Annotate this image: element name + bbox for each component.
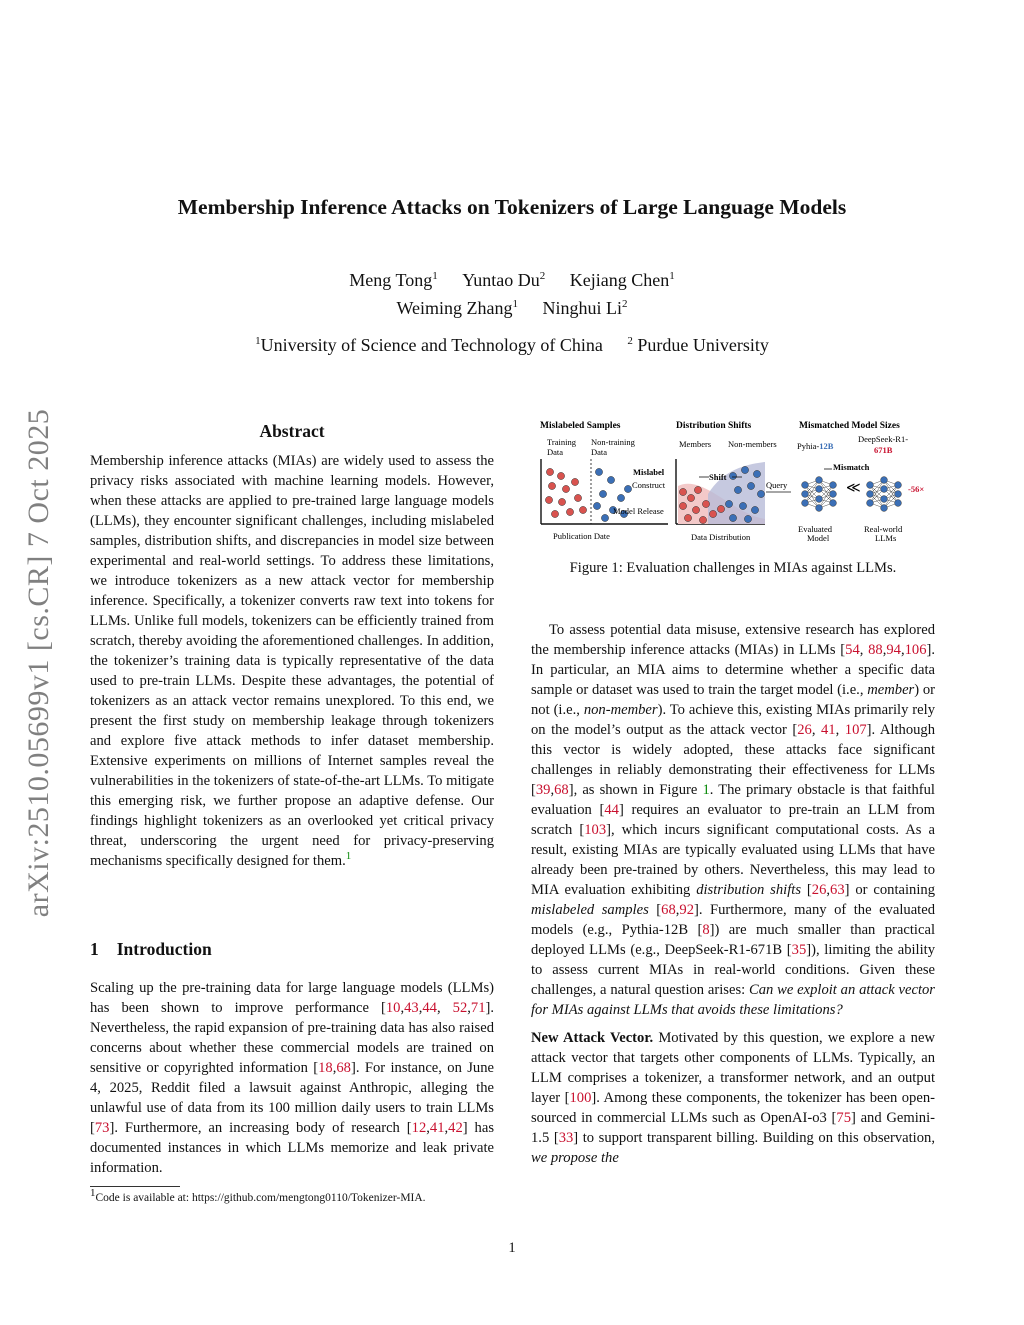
svg-text:DeepSeek-R1-: DeepSeek-R1- bbox=[858, 434, 909, 444]
network-node bbox=[881, 496, 888, 503]
citation[interactable]: 52 bbox=[452, 1000, 468, 1016]
svg-text:671B: 671B bbox=[874, 445, 893, 455]
network-node bbox=[895, 491, 902, 498]
non-member-point bbox=[729, 514, 736, 521]
author: Weiming Zhang$^1$ bbox=[396, 298, 519, 318]
text-run: , bbox=[467, 1000, 471, 1016]
affiliation-list bbox=[0, 335, 1024, 356]
citation[interactable]: 44 bbox=[422, 1000, 437, 1016]
much-less-than: ≪ bbox=[846, 481, 861, 496]
svg-text:Non-training: Non-training bbox=[591, 437, 635, 447]
citation[interactable]: 73 bbox=[94, 1120, 110, 1136]
citation[interactable]: 54 bbox=[845, 642, 860, 658]
network-node bbox=[816, 496, 823, 503]
citation[interactable]: 68 bbox=[554, 782, 569, 798]
network-node bbox=[867, 491, 874, 498]
network-node bbox=[830, 500, 837, 507]
non-training-point bbox=[607, 476, 614, 483]
text-run: ] to support transparent billing. Building on this observation, bbox=[573, 1130, 935, 1146]
text-run: , bbox=[426, 1120, 430, 1136]
member-point bbox=[679, 502, 686, 509]
network-node bbox=[816, 486, 823, 493]
citation[interactable]: 39 bbox=[535, 782, 551, 798]
emphasis: non-member bbox=[583, 702, 658, 718]
training-point bbox=[571, 478, 578, 485]
text-run: , bbox=[859, 642, 869, 658]
citation[interactable]: 107 bbox=[844, 722, 867, 738]
text-run: ]), limiting the ability to assess current MIAs in real-world conditions. Given these challenges, a natural question arises: bbox=[531, 942, 936, 998]
citation[interactable]: 63 bbox=[830, 882, 845, 898]
figure-caption: Figure 1: Evaluation challenges in MIAs against LLMs. bbox=[569, 560, 897, 576]
non-member-point bbox=[744, 515, 751, 522]
network-node bbox=[802, 500, 809, 507]
citation[interactable]: 100 bbox=[569, 1090, 592, 1106]
non-member-point bbox=[741, 466, 748, 473]
footnote-ref[interactable]: 1 bbox=[345, 850, 352, 863]
page-number: 1 bbox=[508, 1240, 516, 1256]
abstract-body bbox=[90, 451, 494, 871]
member-point bbox=[717, 505, 724, 512]
member-point bbox=[694, 486, 701, 493]
member-point bbox=[709, 510, 716, 517]
network-node bbox=[881, 477, 888, 484]
arxiv-id: arXiv:2510.05699v1 [cs.CR] 7 Oct 2025 bbox=[22, 408, 56, 918]
svg-text:Pyhia-12B: Pyhia-12B bbox=[797, 441, 834, 451]
text-run: , bbox=[418, 1000, 423, 1016]
right-paragraph-1 bbox=[531, 620, 935, 1020]
text-run: ], as shown in Figure bbox=[568, 782, 703, 798]
text-run: , bbox=[675, 902, 680, 918]
real-world-llm-network bbox=[867, 477, 902, 512]
text-run: [ bbox=[648, 902, 662, 918]
evaluated-model-network bbox=[802, 477, 837, 512]
citation[interactable]: 18 bbox=[318, 1060, 333, 1076]
text-run: ]. Furthermore, many of the evaluated models (e.g., Pythia-12B [ bbox=[531, 902, 935, 938]
member-point bbox=[687, 494, 694, 501]
training-points bbox=[545, 468, 586, 517]
citation[interactable]: 44 bbox=[604, 802, 619, 818]
non-training-point bbox=[593, 502, 600, 509]
figure-1 bbox=[533, 414, 937, 549]
non-member-point bbox=[747, 482, 754, 489]
arxiv-stamp bbox=[14, 380, 64, 946]
non-member-point bbox=[757, 490, 764, 497]
citation[interactable]: 42 bbox=[448, 1120, 463, 1136]
citation[interactable]: 43 bbox=[404, 1000, 419, 1016]
emphasis: distribution shifts bbox=[696, 882, 802, 898]
svg-text:Model Release: Model Release bbox=[613, 506, 664, 516]
text-run: ] and Gemini-1.5 [ bbox=[531, 1110, 935, 1146]
citation[interactable]: 68 bbox=[661, 902, 676, 918]
network-node bbox=[895, 482, 902, 489]
network-node bbox=[867, 500, 874, 507]
citation[interactable]: 103 bbox=[584, 822, 607, 838]
svg-text:Query: Query bbox=[766, 480, 788, 490]
non-member-point bbox=[753, 470, 760, 477]
svg-text:Publication Date: Publication Date bbox=[553, 531, 610, 541]
citation[interactable]: 41 bbox=[821, 722, 836, 738]
text-run: , bbox=[550, 782, 555, 798]
text-run: Motivated by this question, we explore a new attack vector that targets other components of LLMs. Typically, an LLM comprises a tokenizer, a transformer network, and an output layer [ bbox=[531, 1030, 935, 1106]
citation[interactable]: 35 bbox=[791, 942, 807, 958]
training-point bbox=[557, 472, 564, 479]
network-node bbox=[830, 491, 837, 498]
text-run: To assess potential data misuse, extensive research has explored the membership inference attacks (MIAs) in LLMs [ bbox=[531, 622, 935, 658]
citation[interactable]: 68 bbox=[336, 1060, 351, 1076]
network-node bbox=[881, 505, 888, 512]
non-training-point bbox=[617, 494, 624, 501]
text-run: ]. Furthermore, an increasing body of research [ bbox=[109, 1120, 412, 1136]
network-node bbox=[816, 505, 823, 512]
emphasis: Can we exploit an attack vector for MIAs against LLMs that avoids these limitations? bbox=[531, 982, 935, 1018]
text-run: ) or not (i.e., bbox=[531, 682, 935, 718]
network-node bbox=[895, 500, 902, 507]
training-point bbox=[546, 468, 553, 475]
text-run: ] or containing bbox=[844, 882, 935, 898]
svg-text:Training: Training bbox=[547, 437, 576, 447]
svg-text:-56×: -56× bbox=[908, 484, 925, 494]
member-point bbox=[692, 506, 699, 513]
svg-text:Data Distribution: Data Distribution bbox=[691, 532, 751, 542]
paragraph-lead: New Attack Vector. bbox=[531, 1030, 654, 1046]
svg-text:Construct: Construct bbox=[632, 480, 666, 490]
non-member-point bbox=[739, 502, 746, 509]
svg-text:Non-members: Non-members bbox=[728, 439, 777, 449]
emphasis: we propose the bbox=[531, 1150, 619, 1166]
svg-text:Shift: Shift bbox=[709, 472, 727, 482]
svg-text:Real-world: Real-world bbox=[864, 524, 903, 534]
panel-title: Distribution Shifts bbox=[676, 421, 752, 431]
non-member-point bbox=[729, 472, 736, 479]
text-run: ]) are much smaller than practical deployed LLMs (e.g., DeepSeek-R1-671B [ bbox=[531, 922, 935, 958]
network-node bbox=[802, 491, 809, 498]
emphasis: member bbox=[867, 682, 915, 698]
intro-paragraph bbox=[90, 978, 494, 1178]
abstract-heading: Abstract bbox=[259, 421, 325, 441]
non-training-point bbox=[595, 468, 602, 475]
citation[interactable]: 71 bbox=[470, 1000, 486, 1016]
text-run: [ bbox=[801, 882, 812, 898]
citation[interactable]: 94 bbox=[886, 642, 901, 658]
non-training-point bbox=[599, 490, 606, 497]
affiliation: $^2$ Purdue University bbox=[627, 335, 769, 355]
emphasis: mislabeled samples bbox=[531, 902, 649, 918]
member-point bbox=[702, 500, 709, 507]
citation[interactable]: 41 bbox=[429, 1120, 445, 1136]
author: Ninghui Li$^2$ bbox=[542, 298, 628, 318]
training-point bbox=[551, 510, 558, 517]
member-point bbox=[679, 488, 686, 495]
training-point bbox=[579, 506, 586, 513]
text-run: ] has documented instances in which LLMs memorize and leak private information. bbox=[90, 1120, 494, 1176]
svg-text:Mislabel: Mislabel bbox=[633, 467, 665, 477]
citation[interactable]: 12 bbox=[411, 1120, 427, 1136]
citation[interactable]: 106 bbox=[904, 642, 927, 658]
svg-text:LLMs: LLMs bbox=[875, 533, 897, 543]
author: Meng Tong$^1$ bbox=[349, 270, 438, 290]
text-run: ]. Although this vector is widely adopted, these attacks face significant challenges in reliably demonstrating their effectiveness for LLMs [ bbox=[531, 722, 936, 798]
figure-ref[interactable]: 1 bbox=[702, 782, 710, 798]
non-member-point bbox=[734, 486, 741, 493]
training-point bbox=[558, 498, 565, 505]
member-point bbox=[699, 516, 706, 523]
author: Yuntao Du$^2$ bbox=[462, 270, 546, 290]
training-point bbox=[545, 496, 552, 503]
text-run: , bbox=[436, 1000, 453, 1016]
citation[interactable]: 10 bbox=[385, 1000, 401, 1016]
text-run: , bbox=[882, 642, 887, 658]
text-run: , bbox=[332, 1060, 337, 1076]
abstract-text: Membership inference attacks (MIAs) are widely used to assess the privacy risks associated with machine learning models. However, when these attacks are applied to pre-trained large language models (LLMs), they encounter significant challenges, including mislabeled samples, distribution shifts, and discrepancies in model size between experimental and real-world settings. To address these limitations, we introduce tokenizers as a new attack vector for membership inference. Specifically, a tokenizer converts raw text into tokens for LLMs. Unlike full models, tokenizers can be efficiently trained from scratch, thereby avoiding the aforementioned challenges. In addition, the tokenizer’s training data is typically representative of the data used to pre-train LLMs. Despite these advantages, the potential of tokenizers as an attack vector remains unexplored. To this end, we present the first study on membership leakage through tokenizers and explore five attack methods to infer dataset membership. Extensive experiments on millions of Internet samples reveal the vulnerabilities in the tokenizers of state-of-the-art LLMs. To mitigate this emerging risk, we further propose an adaptive defense. Our findings highlight tokenizers as an overlooked yet critical privacy threat, underscoring the urgent need for privacy-preserving mechanisms specifically designed for them. bbox=[90, 453, 494, 869]
non-member-point bbox=[751, 506, 758, 513]
citation[interactable]: 26 bbox=[811, 882, 827, 898]
citation[interactable]: 26 bbox=[797, 722, 812, 738]
right-paragraph-2 bbox=[531, 1028, 935, 1168]
panel-title: Mislabeled Samples bbox=[540, 421, 621, 431]
text-run: ]. Nevertheless, the rapid expansion of pre-training data has also raised concerns about whether these commercial models are trained on sensitive or copyrighted information [ bbox=[90, 1000, 494, 1076]
network-node bbox=[802, 482, 809, 489]
paper-title: Membership Inference Attacks on Tokenizers of Large Language Models bbox=[177, 195, 847, 219]
training-point bbox=[562, 485, 569, 492]
svg-text:Data: Data bbox=[547, 447, 564, 457]
network-node bbox=[867, 482, 874, 489]
text-run: ]. For instance, on June 4, 2025, Reddit filed a lawsuit against Anthropic, alleging the unlawful use of data from its 100 million daily users to train LLMs [ bbox=[90, 1060, 494, 1136]
network-node bbox=[830, 482, 837, 489]
text-run: Scaling up the pre-training data for large language models (LLMs) has been shown to improve performance [ bbox=[90, 980, 494, 1016]
svg-text:Data: Data bbox=[591, 447, 608, 457]
training-point bbox=[548, 482, 555, 489]
training-point bbox=[574, 494, 581, 501]
figure-1-svg bbox=[533, 414, 937, 549]
right-column bbox=[531, 620, 935, 1168]
network-node bbox=[881, 486, 888, 493]
member-point bbox=[684, 514, 691, 521]
author: Kejiang Chen$^1$ bbox=[569, 270, 675, 290]
text-run: . The primary obstacle is that faithful evaluation [ bbox=[531, 782, 935, 818]
citation[interactable]: 88 bbox=[868, 642, 883, 658]
network-node bbox=[816, 477, 823, 484]
text-run: ). To achieve this, existing MIAs primarily rely on the model’s output as the attack vector [ bbox=[531, 702, 935, 738]
citation[interactable]: 92 bbox=[679, 902, 694, 918]
citation[interactable]: 33 bbox=[558, 1130, 574, 1146]
text-run: , bbox=[811, 722, 821, 738]
citation[interactable]: 75 bbox=[836, 1110, 851, 1126]
training-point bbox=[566, 508, 573, 515]
footnote-rule bbox=[90, 1186, 180, 1187]
citation[interactable]: 8 bbox=[702, 922, 710, 938]
non-member-point bbox=[725, 500, 732, 507]
text-run: ] requires an evaluator to pre-train an LLM from scratch [ bbox=[531, 802, 935, 838]
author-list bbox=[0, 266, 1024, 322]
text-run: ], which incurs significant computational costs. As a result, existing MIAs are typically evaluated using LLMs that have already been pre-trained by others. Nevertheless, this may lead to MIA evaluation exhibiting bbox=[531, 822, 935, 898]
svg-text:Mismatch: Mismatch bbox=[833, 462, 870, 472]
text-run: , bbox=[444, 1120, 449, 1136]
text-run: , bbox=[835, 722, 845, 738]
affiliation: $^1$University of Science and Technology of China bbox=[255, 335, 603, 355]
text-run: ]. In particular, an MIA aims to determine whether a specific data sample or dataset was used to train the target model (i.e., bbox=[531, 642, 936, 698]
svg-text:Members: Members bbox=[679, 439, 712, 449]
svg-text:Model: Model bbox=[807, 533, 830, 543]
non-training-point bbox=[624, 485, 631, 492]
non-training-point bbox=[601, 514, 608, 521]
text-run: ]. Among these components, the tokenizer has been open-sourced in commercial LLMs such as OpenAI-o3 [ bbox=[531, 1090, 935, 1126]
section-heading: 1 Introduction bbox=[90, 939, 212, 959]
text-run: , bbox=[826, 882, 831, 898]
text-run: , bbox=[900, 642, 905, 658]
text-run: , bbox=[400, 1000, 405, 1016]
footnote: $^1$Code is available at: https://github.com/mengtong0110/Tokenizer-MIA. bbox=[90, 1187, 426, 1204]
svg-text:Evaluated: Evaluated bbox=[798, 524, 832, 534]
panel-title: Mismatched Model Sizes bbox=[799, 421, 900, 431]
